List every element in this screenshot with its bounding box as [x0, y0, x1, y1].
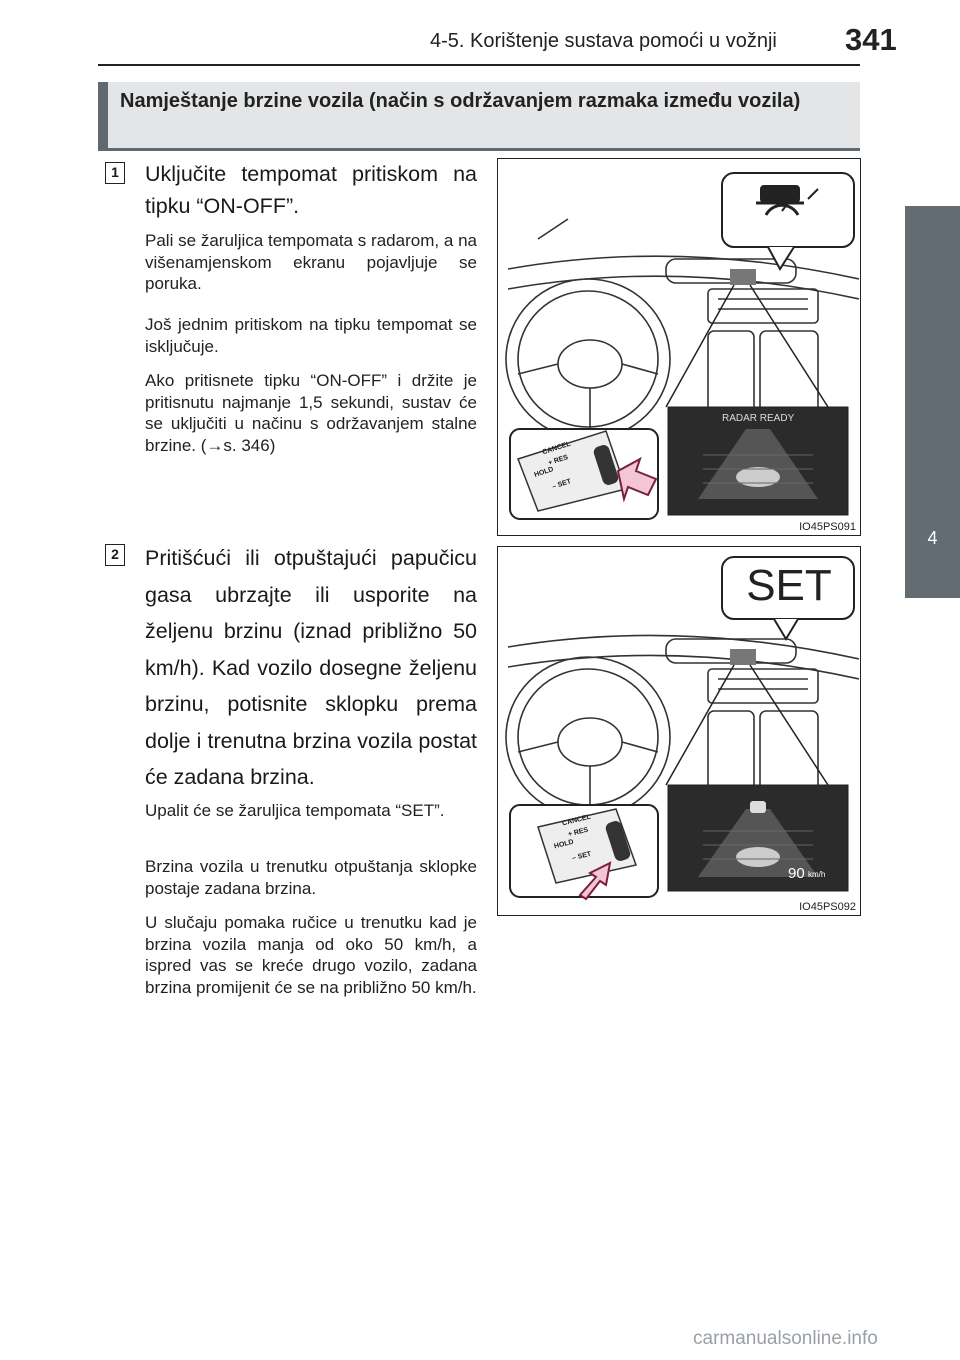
lever-label-res-2: + RES	[567, 826, 589, 839]
lever-label-hold-2: HOLD	[553, 838, 575, 851]
lever-label-set-2: – SET	[571, 850, 593, 863]
figure-cruise-on-off	[497, 158, 861, 536]
meter-highlight	[730, 269, 756, 285]
section-divider	[98, 148, 860, 151]
header-section-title: 4-5. Korištenje sustava pomoći u vožnji	[430, 30, 777, 52]
step-1-note-2: Još jednim pritiskom na tipku tempomat se isključuje.	[145, 315, 477, 356]
display-speed-value: 90	[788, 865, 805, 882]
display-speed-unit: km/h	[808, 870, 826, 879]
figure-code-1: IO45PS091	[799, 521, 856, 533]
chapter-number: 4	[927, 528, 938, 548]
display-radar-ready-text: RADAR READY	[722, 413, 795, 424]
step-number-2: 2	[105, 544, 125, 566]
lever-label-hold: HOLD	[533, 466, 555, 479]
lever-label-res: + RES	[547, 454, 570, 467]
chapter-tab[interactable]	[905, 206, 960, 598]
figure-cruise-set	[497, 546, 861, 916]
chapter-label: Vožnja	[27, 608, 48, 666]
step-1-note-1: Pali se žaruljica tempomata s radarom, a na višenamjenskom ekranu pojavljuje se poruka.	[145, 231, 477, 293]
set-callout-text: SET	[746, 561, 832, 610]
meter-highlight-2	[730, 649, 756, 665]
lead-vehicle-icon	[750, 801, 766, 813]
lever-label-cancel-2: CANCEL	[561, 813, 592, 828]
step-number-1: 1	[105, 162, 125, 184]
page-number: 341	[845, 22, 897, 57]
lever-label-cancel: CANCEL	[541, 440, 572, 457]
step-text-2: Pritišćući ili otpuštajući papučicu gasa ubrzajte ili usporite na željenu brzinu (iznad približno 50 km/h). Kad vozilo dosegne željenu brzinu, potisnite sklopku prema dolje i trenutna brzina vozila postat će zadana brzina.	[145, 546, 477, 789]
lever-label-set: – SET	[551, 478, 573, 491]
step-2-note-1: Upalit će se žaruljica tempomata “SET”.	[145, 801, 445, 820]
section-title: Namještanje brzine vozila (način s održavanjem razmaka između vozila)	[98, 82, 860, 148]
header-divider	[98, 64, 860, 66]
step-2-note-3: U slučaju pomaka ručice u trenutku kad je brzina vozila manja od oko 50 km/h, a ispred vas se kreće drugo vozilo, zadana brzina promijenit će se na približno 50 km/h.	[145, 913, 477, 997]
dashboard-illustration	[498, 159, 859, 534]
step-2-note-2: Brzina vozila u trenutku otpuštanja sklopke postaje zadana brzina.	[145, 857, 477, 898]
watermark[interactable]: carmanualsonline.info	[693, 1328, 878, 1349]
step-1-note-3: Ako pritisnete tipku “ON-OFF” i držite je pritisnutu najmanje 1,5 sekundi, sustav će se uključiti u načinu s održavanjem stalne brzine. (→s. 346)	[145, 371, 477, 455]
figure-code-2: IO45PS092	[799, 901, 856, 913]
step-text-1: Uključite tempomat pritiskom na tipku “ON-OFF”.	[145, 162, 477, 218]
